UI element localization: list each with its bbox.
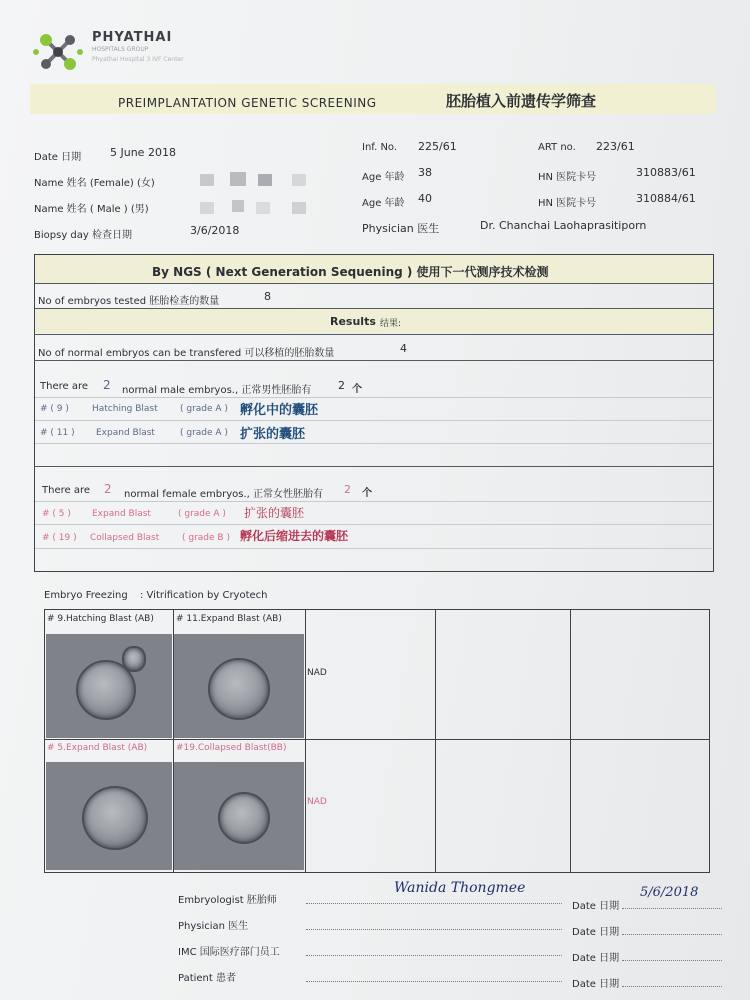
embryo-11-photo (174, 634, 304, 738)
tested-label: No of embryos tested 胚胎检查的数量 (38, 296, 220, 307)
female-entry-1-grade: ( grade A ) (178, 509, 226, 519)
normal-embryos-label: No of normal embryos can be transfered 可以移植的胚胎数量 (38, 348, 335, 359)
physician-label: Physician 医生 (362, 222, 440, 235)
male-unit: 个 (352, 384, 362, 395)
hn-female-value: 310883/61 (636, 166, 696, 179)
embryologist-signature: Wanida Thongmee (394, 880, 526, 896)
brand-name: PHYATHAI (92, 30, 173, 45)
normal-embryos-value: 4 (400, 342, 407, 355)
freezing-label: Embryo Freezing (44, 590, 128, 601)
imc-date-line[interactable] (622, 960, 722, 961)
imc-label: IMC 国际医疗部门员工 (178, 947, 280, 958)
patient-date-line[interactable] (622, 986, 722, 987)
male-entry-1-grade: ( grade A ) (180, 404, 228, 414)
divider (35, 397, 712, 398)
female-name-label: Name 姓名 (Female) (女) (34, 178, 155, 189)
embryo-19-image (218, 792, 270, 844)
age-female-label: Age 年龄 (362, 172, 405, 183)
embryologist-date-label: Date 日期 (572, 901, 620, 912)
male-entry-2-cn: 扩张的囊胚 (240, 427, 306, 442)
male-name-label: Name 姓名 ( Male ) (男) (34, 204, 149, 215)
embryo-photo-grid (44, 609, 710, 873)
embryologist-signature-line (306, 903, 562, 904)
embryo-5-caption: # 5.Expand Blast (AB) (47, 743, 148, 753)
nad-bottom: NAD (307, 797, 327, 807)
divider-3 (35, 443, 712, 444)
brand-subtitle-2: Phyathai Hospital 3 IVF Center (92, 56, 184, 63)
rule-4 (34, 360, 713, 361)
redacted-female-name-4 (292, 174, 306, 186)
redacted-male-name-2 (232, 200, 244, 212)
divider-5 (35, 524, 712, 525)
male-entry-2-stage: Expand Blast (96, 428, 155, 438)
freezing-method: : Vitrification by Cryotech (140, 590, 268, 601)
hn-male-label: HN 医院卡号 (538, 198, 597, 209)
divider-6 (35, 548, 712, 549)
female-line-prefix: There are (42, 485, 90, 496)
male-line-text: normal male embryos., 正常男性胚胎有 (122, 385, 312, 396)
inf-no-label: Inf. No. (362, 142, 398, 153)
grid-line-5 (45, 739, 709, 740)
male-entry-2-grade: ( grade A ) (180, 428, 228, 438)
physician-sign-label: Physician 医生 (178, 921, 249, 932)
tested-value: 8 (264, 290, 271, 303)
title-chinese: 胚胎植入前遗传学筛查 (446, 92, 597, 110)
female-entry-2-num: # ( 19 ) (42, 533, 77, 543)
rule (34, 283, 713, 284)
age-male-label: Age 年龄 (362, 198, 405, 209)
redacted-female-name (200, 174, 214, 186)
inf-no-value: 225/61 (418, 140, 457, 153)
redacted-male-name-3 (256, 202, 270, 214)
rule-5 (34, 466, 713, 467)
ngs-heading: By NGS ( Next Generation Sequening ) 使用下一代测序技术检测 (152, 265, 549, 279)
age-male-value: 40 (418, 192, 432, 205)
embryo-9-photo (46, 634, 172, 738)
art-no-label: ART no. (538, 142, 576, 153)
nad-top: NAD (307, 668, 327, 678)
age-female-value: 38 (418, 166, 432, 179)
male-entry-1-cn: 孵化中的囊胚 (240, 403, 319, 418)
grid-line-4 (570, 610, 571, 872)
male-entry-2-num: # ( 11 ) (40, 428, 75, 438)
embryo-19-caption: #19.Collapsed Blast(BB) (176, 743, 287, 753)
male-entry-1-stage: Hatching Blast (92, 404, 158, 414)
male-entry-1-num: # ( 9 ) (40, 404, 69, 414)
female-entry-2-stage: Collapsed Blast (90, 533, 160, 543)
art-no-value: 223/61 (596, 140, 635, 153)
imc-date-label: Date 日期 (572, 953, 620, 964)
redacted-male-name-4 (292, 202, 306, 214)
brand-subtitle: HOSPITALS GROUP (92, 46, 149, 53)
female-count-handwritten: 2 (104, 482, 112, 496)
male-count-2: 2 (338, 379, 345, 392)
divider-2 (35, 420, 712, 421)
female-count-2: 2 (344, 483, 351, 496)
redacted-female-name-3 (258, 174, 272, 186)
embryo-11-image (208, 658, 270, 720)
hn-female-label: HN 医院卡号 (538, 172, 597, 183)
embryologist-label: Embryologist 胚胎师 (178, 895, 277, 906)
date-value: 5 June 2018 (110, 146, 176, 159)
title-english: PREIMPLANTATION GENETIC SCREENING (118, 96, 377, 110)
embryo-9-caption: # 9.Hatching Blast (AB) (47, 614, 154, 624)
divider-4 (35, 501, 712, 502)
female-entry-1-stage: Expand Blast (92, 509, 151, 519)
embryo-11-caption: # 11.Expand Blast (AB) (176, 614, 282, 624)
date-label: Date 日期 (34, 152, 82, 163)
redacted-female-name-2 (230, 172, 246, 186)
physician-signature-line[interactable] (306, 929, 562, 930)
female-entry-2-grade: ( grade B ) (182, 533, 230, 543)
embryo-5-image (82, 786, 148, 850)
embryologist-date-value: 5/6/2018 (640, 885, 699, 900)
imc-signature-line[interactable] (306, 955, 562, 956)
female-line-text: normal female embryos., 正常女性胚胎有 (124, 489, 324, 500)
phyathai-logo-icon (32, 30, 84, 74)
patient-date-label: Date 日期 (572, 979, 620, 990)
embryo-5-photo (46, 762, 172, 870)
female-entry-1-num: # ( 5 ) (42, 509, 71, 519)
results-label: Results (330, 315, 376, 328)
patient-label: Patient 患者 (178, 973, 236, 984)
female-unit: 个 (362, 488, 372, 499)
grid-line-2 (305, 610, 306, 872)
grid-line-3 (435, 610, 436, 872)
male-count-handwritten: 2 (103, 378, 111, 392)
embryo-9-hatching-image (122, 646, 146, 672)
female-entry-1-cn: 扩张的囊胚 (244, 506, 305, 520)
results-label-cn: 结果: (380, 319, 402, 329)
physician-value: Dr. Chanchai Laohaprasitiporn (480, 219, 647, 232)
embryologist-date-line (622, 908, 722, 909)
physician-date-label: Date 日期 (572, 927, 620, 938)
biopsy-day-value: 3/6/2018 (190, 224, 240, 237)
hn-male-value: 310884/61 (636, 192, 696, 205)
embryo-19-photo (174, 762, 304, 870)
biopsy-day-label: Biopsy day 检查日期 (34, 230, 132, 241)
male-line-prefix: There are (40, 381, 88, 392)
patient-signature-line[interactable] (306, 981, 562, 982)
rule-3 (34, 334, 713, 335)
physician-date-line[interactable] (622, 934, 722, 935)
redacted-male-name (200, 202, 214, 214)
female-entry-2-cn: 孵化后缩进去的囊胚 (240, 529, 349, 543)
